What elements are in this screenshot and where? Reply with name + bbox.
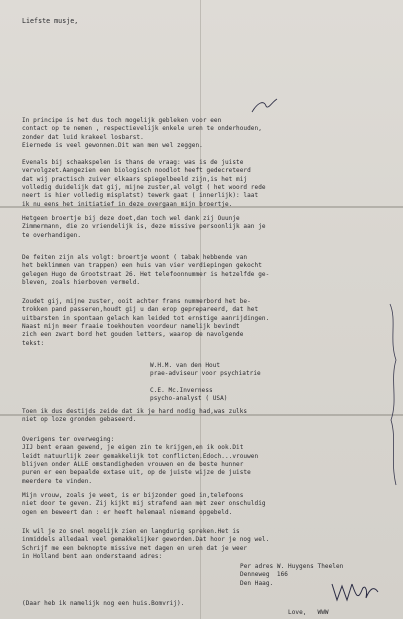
paragraph-line: contact op te nemen , respectievelijk enkele uren te onderhouden, (22, 125, 262, 133)
postscript: (Daar heb ik namelijk nog een huis.Bomvrij). (22, 600, 185, 607)
paragraph-line: ik nu eens het initiatief in deze overgaan mijn broertje. (22, 200, 233, 208)
return-address-line: Denneweg 166 (240, 571, 288, 579)
paragraph-line: De feiten zijn als volgt: broertje woont ( tabak hebbende van (22, 254, 248, 261)
paragraph-line: vervolgzet.Aangezien een biologisch noodlot heeft gedecreteerd (22, 167, 251, 175)
paragraph-line: Toen ik dus destijds zeide dat ik je hard nodig had,was zulks (22, 408, 248, 415)
greeting: Liefste musje, (22, 17, 79, 25)
paragraph-line: neert is hier volledig misplatst) tewerk gaat ( innerlijk): laat (22, 192, 259, 200)
return-address-line: Den Haag. (240, 579, 274, 587)
paragraph-line: Hetgeen broertje bij deze doet,dan toch wel dank zij Ouunje (22, 215, 240, 222)
closing: Love, WWW (288, 609, 329, 616)
paragraph-line: dat wij practisch zuiver elkaars spiegelbeeld zijn,is het mij (22, 175, 248, 183)
paragraph-line: gelegen Hugo de Grootstraat 26. Het telefoonnummer is hetzelfde ge- (22, 270, 270, 278)
nameplate-text-line: W.H.M. van den Hout (150, 362, 221, 369)
paragraph-line: inmiddels alledaal veel gemakkelijker geworden.Dat hoor je nog wel. (22, 536, 270, 544)
paragraph-line: In principe is het dus toch mogelijk gebleken voor een (22, 117, 222, 124)
paragraph-line: het beklimmen van trappen) een huis van vier verdiepingen gekocht (22, 262, 262, 270)
paragraph-line: Zimmermann, die zo vriendelijk is, deze missive persoonlijk aan je (22, 223, 266, 231)
paragraph-line: bleven, zoals hierboven vermeld. (22, 278, 141, 286)
paragraph-line: Eiernede is veel gewonnen.Dit wan men wel zeggen. (22, 141, 203, 149)
paragraph-line: meerdere te vinden. (22, 477, 93, 485)
paragraph-line: niet door te geven. Zij kijkt mij strafend aan met zeer onschuldig (22, 500, 266, 508)
paragraph-line: zich een zwart bord het gouden letters, waarop de navolgende (22, 331, 244, 339)
paragraph-line: leidt natuurlijk zeer gemakkelijk tot conflicten.Edoch...vrouwen (22, 452, 259, 460)
nameplate-text-line: psycho-analyst ( USA) (150, 395, 228, 403)
handwritten-mark (250, 96, 280, 116)
paragraph-line: zonder dat luid krakeel losbarst. (22, 133, 144, 141)
paragraph-line: Naast mijn meer fraaie toekhouten voordeur namelijk bevindt (22, 322, 240, 330)
paragraph-line: Schrijf me een beknopte missive met dagen en uren dat je weer (22, 544, 248, 552)
paragraph-line: te overhandigen. (22, 231, 82, 239)
paragraph-line: Mijn vrouw, zoals je weet, is er bijzonder goed in,telefoons (22, 492, 244, 499)
paragraph-line: JIJ bent eraan gewend, je eigen zin te krijgen,en ik ook.Dit (22, 444, 244, 452)
paragraph-line: uitbarsten in spontaan gelach kan leided tot ernstige aanrijdingen. (22, 314, 270, 322)
paragraph-line: trokken pand passeren,houdt gij u dan erop geprepareerd, dat het (22, 306, 259, 314)
nameplate-text-line: C.E. Mc.Inverness (150, 386, 213, 394)
paragraph-line: Zoudet gij, mijne zuster, ooit achter frans nummerbord het be- (22, 298, 251, 305)
paragraph-line: ogen en beweert dan : er heeft helemaal niemand opgebeld. (22, 508, 233, 516)
paragraph-line: niet op loze gronden gebaseerd. (22, 416, 137, 424)
paragraph-line: Ik wil je zo snel mogelijk zien en langdurig spreken.Het is (22, 528, 240, 535)
paragraph-line: Overigens ter overweging: (22, 436, 115, 443)
paragraph-line: volledig duidelijk dat gij, mijne zuster,al volgt ( het woord rede (22, 183, 266, 191)
paragraph-line: puren er een bepaalde extase uit, op de juiste wijze de juiste (22, 469, 251, 477)
nameplate-text-line: prae-adviseur voor psychiatrie (150, 370, 261, 378)
paragraph-line: tekst: (22, 339, 45, 347)
return-address-line: Per adres W. Huygens Theelen (240, 563, 344, 570)
paragraph-line: in Holland bent aan onderstaand adres: (22, 552, 163, 560)
paragraph-line: blijven onder ALLE omstandigheden vrouwen en de beste hunner (22, 460, 244, 468)
paragraph-line: Evenals bij schaakspelen is thans de vraag: was is de juiste (22, 159, 244, 166)
